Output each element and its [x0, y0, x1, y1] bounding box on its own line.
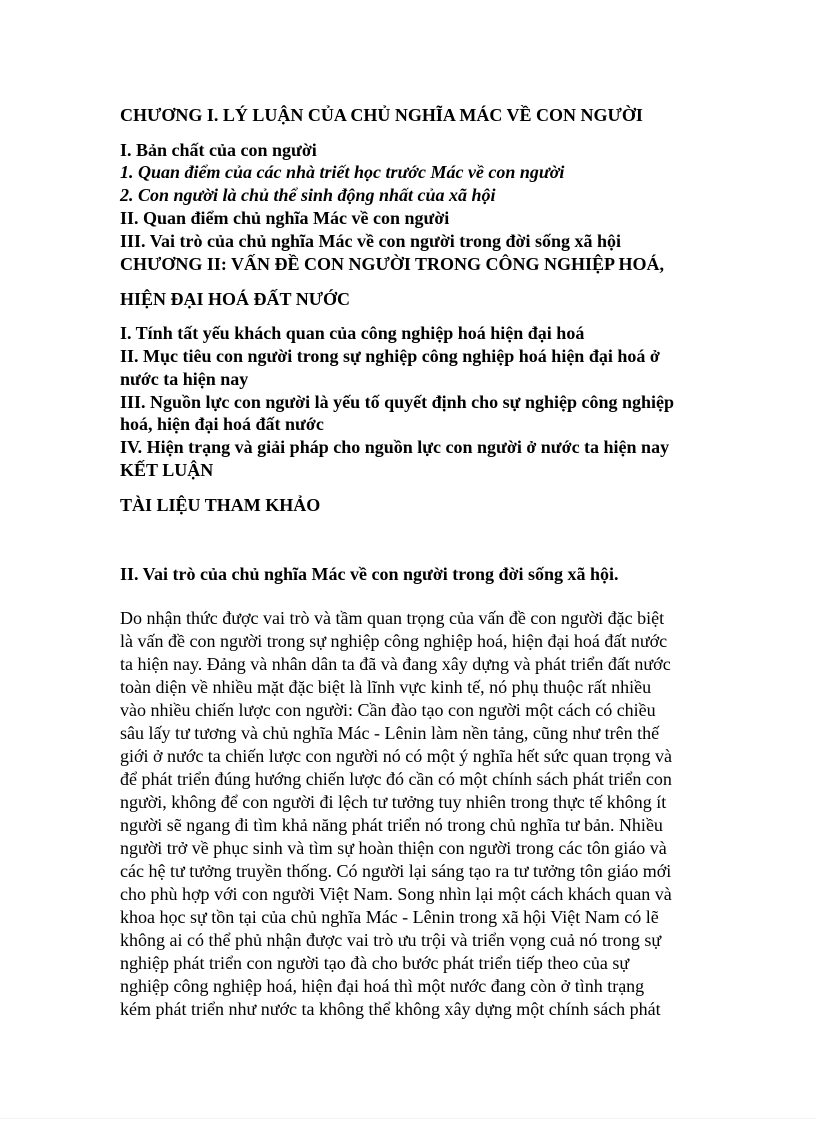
paragraph-line: là vấn đề con người trong sự nghiệp công nghiệp hoá, hiện đại hoá đất nước: [120, 631, 668, 651]
paragraph-line: giới ở nước ta chiến lược con người nó có một ý nghĩa hết sức quan trọng và: [120, 746, 672, 766]
paragraph-line: nghiệp phát triển con người tạo đà cho bước phát triển tiếp theo của sự: [120, 953, 630, 973]
paragraph-line: kém phát triển như nước ta không thể không xây dựng một chính sách phát: [120, 999, 661, 1019]
toc-subitem: 2. Con người là chủ thể sinh động nhất của xã hội: [120, 185, 496, 205]
paragraph-line: để phát triển đúng hướng chiến lược đó cần có một chính sách phát triển con: [120, 769, 672, 789]
paragraph-line: khoa học sự tồn tại của chủ nghĩa Mác - Lênin trong xã hội Việt Nam có lẽ: [120, 907, 659, 927]
paragraph-line: toàn diện về nhiều mặt đặc biệt là lĩnh vực kinh tế, nó phụ thuộc rất nhiều: [120, 677, 652, 697]
toc-item: II. Quan điểm chủ nghĩa Mác về con người: [120, 208, 450, 228]
toc-item: II. Mục tiêu con người trong sự nghiệp công nghiệp hoá hiện đại hoá ở: [120, 346, 660, 366]
chapter-2-title: CHƯƠNG II: VẤN ĐỀ CON NGƯỜI TRONG CÔNG NGHIỆP HOÁ,: [120, 254, 665, 274]
toc-item: I. Bản chất của con người: [120, 140, 317, 160]
paragraph-line: người, không để con người đi lệch tư tưởng tuy nhiên trong thực tế không ít: [120, 792, 667, 812]
chapter-2-title-continued: HIỆN ĐẠI HOÁ ĐẤT NƯỚC: [120, 289, 351, 309]
references-heading: TÀI LIỆU THAM KHẢO: [120, 495, 321, 515]
toc-item-continued: nước ta hiện nay: [120, 369, 249, 389]
toc-item: I. Tính tất yếu khách quan của công nghiệp hoá hiện đại hoá: [120, 323, 585, 343]
toc-item: IV. Hiện trạng và giải pháp cho nguồn lực con người ở nước ta hiện nay: [120, 437, 670, 457]
paragraph-line: ta hiện nay. Đảng và nhân dân ta đã và đang xây dựng và phát triển đất nước: [120, 654, 671, 674]
section-heading: II. Vai trò của chủ nghĩa Mác về con người trong đời sống xã hội.: [120, 564, 619, 584]
toc-subitem: 1. Quan điểm của các nhà triết học trước Mác về con người: [120, 162, 565, 182]
toc-item-continued: hoá, hiện đại hoá đất nước: [120, 414, 324, 434]
paragraph-line: nghiệp công nghiệp hoá, hiện đại hoá thì một nước đang còn ở tình trạng: [120, 976, 645, 996]
paragraph-line: vào nhiều chiến lược con người: Cần đào tạo con người một cách có chiều: [120, 700, 656, 720]
paragraph-line: sâu lấy tư tương và chủ nghĩa Mác - Lênin làm nền tảng, cũng như trên thế: [120, 723, 660, 743]
chapter-1-title: CHƯƠNG I. LÝ LUẬN CỦA CHỦ NGHĨA MÁC VỀ CON NGƯỜI: [120, 105, 643, 125]
page-bottom-edge: [0, 1118, 816, 1119]
paragraph-line: người sẽ ngang đi tìm khả năng phát triển nó trong chủ nghĩa tư bản. Nhiều: [120, 815, 663, 835]
paragraph-line: người trở về phục sinh và tìm sự hoàn thiện con người trong các tôn giáo và: [120, 838, 667, 858]
paragraph-line: Do nhận thức được vai trò và tầm quan trọng của vấn đề con người đặc biệt: [120, 608, 665, 628]
paragraph-line: các hệ tư tưởng truyền thống. Có người lại sáng tạo ra tư tưởng tôn giáo mới: [120, 861, 672, 881]
toc-item: III. Vai trò của chủ nghĩa Mác về con người trong đời sống xã hội: [120, 231, 621, 251]
toc-item: III. Nguồn lực con người là yếu tố quyết định cho sự nghiệp công nghiệp: [120, 392, 674, 412]
paragraph-line: không ai có thể phủ nhận được vai trò ưu trội và triển vọng cuả nó trong sự: [120, 930, 662, 950]
paragraph-line: cho phù hợp với con người Việt Nam. Song nhìn lại một cách khách quan và: [120, 884, 672, 904]
conclusion-heading: KẾT LUẬN: [120, 460, 214, 480]
